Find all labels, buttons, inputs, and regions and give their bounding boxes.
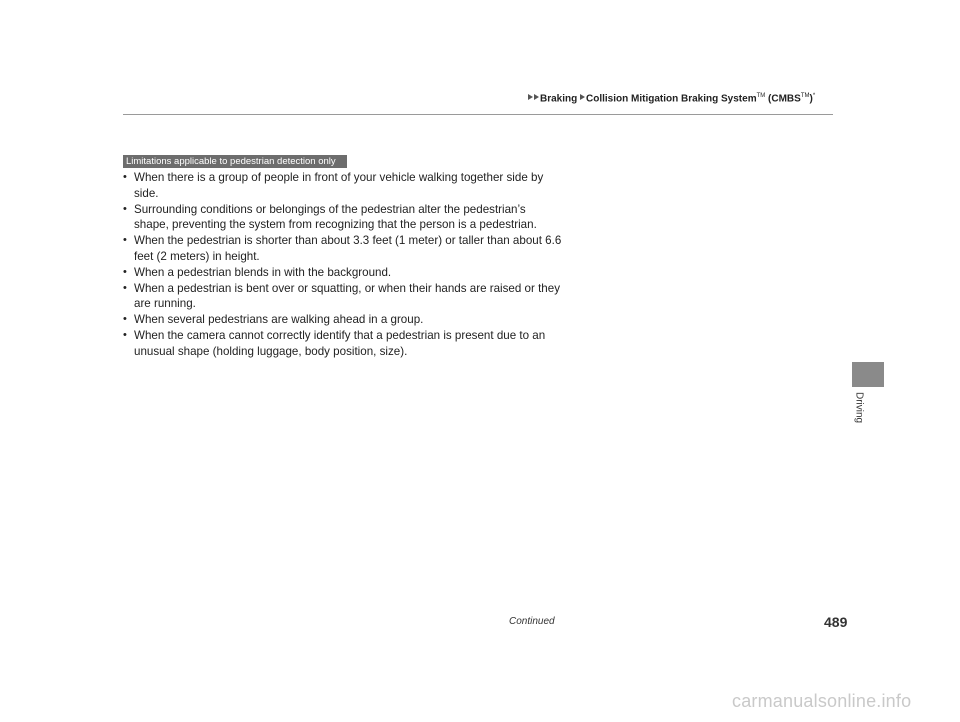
option-asterisk: * [812, 93, 816, 99]
limitations-list [123, 170, 563, 360]
list-item: • When the camera cannot correctly identify that a pedestrian is present due to an unusual shape (holding luggage, body position, size). [123, 328, 563, 360]
breadcrumb-item-cmbs[interactable]: Collision Mitigation Braking System [586, 93, 757, 105]
section-tag: Limitations applicable to pedestrian detection only [123, 155, 347, 168]
header-divider [123, 114, 833, 115]
breadcrumb-cmbs-close: ) [809, 93, 813, 105]
watermark: carmanualsonline.info [732, 691, 912, 711]
chapter-tab[interactable] [852, 362, 884, 387]
arrow-right-icon [580, 94, 585, 100]
list-item: • When several pedestrians are walking ahead in a group. [123, 312, 563, 328]
breadcrumb [528, 93, 815, 104]
trademark-mark: TM [800, 93, 810, 99]
breadcrumb-cmbs-abbrev: (CMBS [768, 93, 801, 105]
list-item: • Surrounding conditions or belongings of the pedestrian alter the pedestrian’s shape, preventing the system from recognizing that the person is a pedestrian. [123, 202, 563, 234]
list-item: • When there is a group of people in front of your vehicle walking together side by side. [123, 170, 563, 202]
arrow-right-icon [528, 94, 533, 100]
continued-label: Continued [509, 616, 555, 627]
list-item: • When a pedestrian blends in with the background. [123, 265, 563, 281]
page-number: 489 [824, 614, 848, 630]
arrow-right-icon [534, 94, 539, 100]
chapter-tab-label: Driving [853, 392, 865, 424]
trademark-mark: TM [756, 93, 766, 99]
list-item: • When the pedestrian is shorter than about 3.3 feet (1 meter) or taller than about 6.6 feet (2 meters) in height. [123, 233, 563, 265]
breadcrumb-item-braking[interactable]: Braking [540, 93, 578, 105]
list-item: • When a pedestrian is bent over or squatting, or when their hands are raised or they are running. [123, 281, 563, 313]
